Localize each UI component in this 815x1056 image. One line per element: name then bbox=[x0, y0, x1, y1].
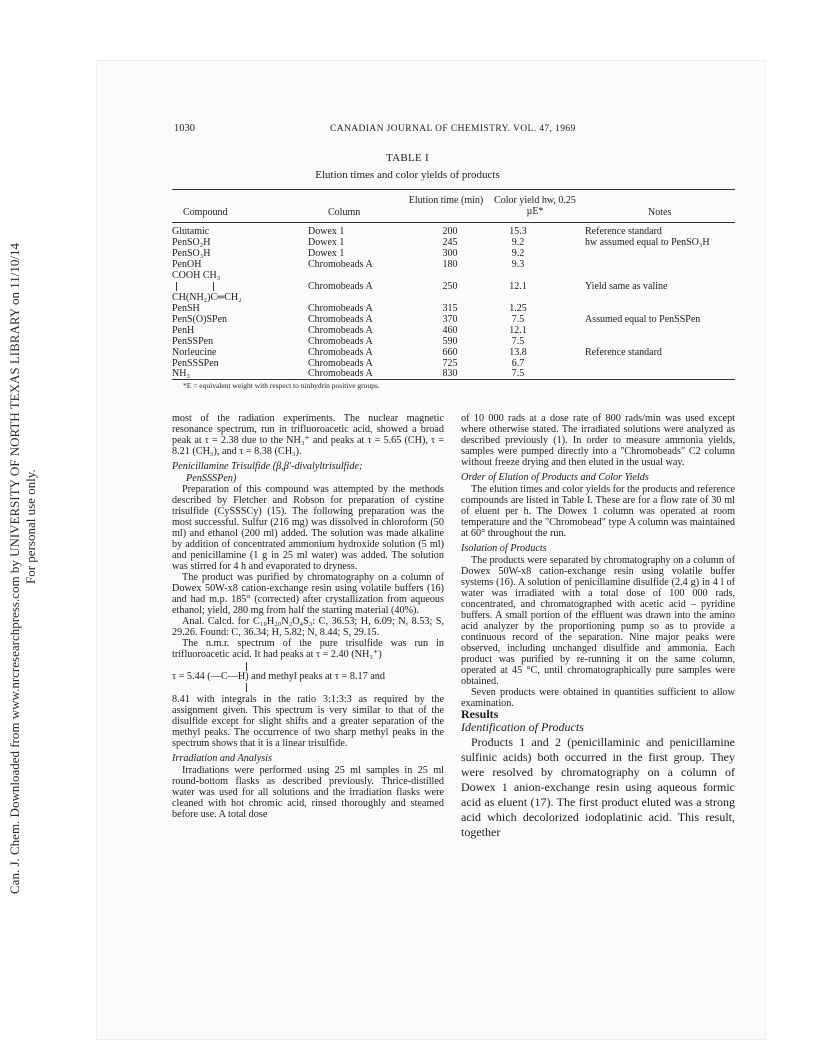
cell-compound: PenSO₃H bbox=[172, 248, 211, 259]
table-row bbox=[0, 281, 815, 292]
section-heading: Identification of Products bbox=[461, 720, 584, 734]
cell-color: 7.5 bbox=[511, 314, 525, 325]
table-top-rule bbox=[172, 189, 735, 190]
table-row bbox=[0, 248, 815, 259]
body-paragraph: 8.41 with integrals in the ratio 3:1:3:3 as required by the assignment given. This spectrum is very similar to that of the disulfide except for slight shifts and a greater separation of the methyl peaks. The occurrence of two sharp methyl peaks in the spectrum shows that it is a linear trisulfide. bbox=[172, 694, 444, 749]
body-paragraph: of 10 000 rads at a dose rate of 800 rads/min was used except where otherwise stated. The irradiated solutions were analyzed as described previously (1). In order to measure ammonia yields, samples were pumped directly into a "Chromobeads" C2 column without freeze drying and then eluted in the usual way. bbox=[461, 413, 735, 468]
formula-bond bbox=[246, 662, 247, 671]
section-heading: Irradiation and Analysis bbox=[172, 753, 272, 764]
body-paragraph: Seven products were obtained in quantities sufficient to allow examination. bbox=[461, 687, 735, 709]
left-column bbox=[172, 413, 444, 820]
cell-column: Chromobeads A bbox=[308, 368, 373, 379]
cell-compound: PenSSSPen bbox=[172, 358, 219, 369]
table-footnote: *E = equivalent weight with respect to ninhydrin positive groups. bbox=[183, 381, 380, 390]
personal-use-notice: For personal use only. bbox=[23, 469, 38, 584]
cell-color: 12.1 bbox=[509, 325, 527, 336]
cell-elution: 250 bbox=[442, 281, 458, 292]
cell-elution: 725 bbox=[442, 358, 458, 369]
cell-elution: 660 bbox=[442, 347, 458, 358]
table-label: TABLE I bbox=[385, 152, 430, 164]
running-head: CANADIAN JOURNAL OF CHEMISTRY. VOL. 47, 1969 bbox=[330, 124, 576, 134]
formula-bottom-line: CH(NH₂)C═CH₂ bbox=[172, 292, 242, 303]
cell-notes: Reference standard bbox=[585, 226, 662, 237]
table-row bbox=[0, 368, 815, 379]
cell-color: 1.25 bbox=[509, 303, 527, 314]
cell-compound: Norleucine bbox=[172, 347, 217, 358]
table-row bbox=[0, 347, 815, 358]
cell-column: Chromobeads A bbox=[308, 358, 373, 369]
table-header-rule bbox=[172, 222, 735, 223]
cell-notes: Reference standard bbox=[585, 347, 662, 358]
cell-column: Chromobeads A bbox=[308, 314, 373, 325]
cell-column: Dowex 1 bbox=[308, 237, 345, 248]
cell-color: 12.1 bbox=[509, 281, 527, 292]
cell-column: Dowex 1 bbox=[308, 248, 345, 259]
cell-elution: 460 bbox=[442, 325, 458, 336]
cell-elution: 315 bbox=[442, 303, 458, 314]
table-caption: Elution times and color yields of products bbox=[315, 169, 500, 181]
cell-notes: Yield same as valine bbox=[585, 281, 668, 292]
cell-column: Chromobeads A bbox=[308, 281, 373, 292]
cell-elution: 370 bbox=[442, 314, 458, 325]
cell-color: 7.5 bbox=[511, 336, 525, 347]
cell-color: 9.2 bbox=[511, 248, 525, 259]
section-heading: Order of Elution of Products and Color Yields bbox=[461, 472, 649, 483]
header-elution: Elution time (min) bbox=[408, 195, 484, 206]
cell-elution: 590 bbox=[442, 336, 458, 347]
cell-compound: PenSO₂H bbox=[172, 237, 211, 248]
cell-compound: PenOH bbox=[172, 259, 202, 270]
header-compound: Compound bbox=[183, 207, 228, 218]
cell-color: 6.7 bbox=[511, 358, 525, 369]
cell-column: Chromobeads A bbox=[308, 347, 373, 358]
cell-column: Dowex 1 bbox=[308, 226, 345, 237]
body-paragraph: most of the radiation experiments. The nuclear magnetic resonance spectrum, run in trifluoroacetic acid, showed a broad peak at τ = 2.38 due to the NH₃⁺ and peaks at τ = 5.65 (CH), τ = 8.21 (CH₃), and τ = 8.38 (CH₃). bbox=[172, 413, 444, 457]
section-heading: Isolation of Products bbox=[461, 543, 547, 554]
body-paragraph: Anal. Calcd. for C₁₀H₂₀N₂O₄S₃: C, 36.53; H, 6.09; N, 8.53; S, 29.26. Found: C, 36.34; H, 5.82; N, 8.44; S, 29.15. bbox=[172, 616, 444, 638]
table-row bbox=[0, 259, 815, 270]
cell-color: 7.5 bbox=[511, 368, 525, 379]
cell-elution: 245 bbox=[442, 237, 458, 248]
cell-elution: 200 bbox=[442, 226, 458, 237]
formula-top-line: COOH CH₃ bbox=[172, 270, 221, 281]
cell-compound: Glutamic bbox=[172, 226, 210, 237]
body-paragraph: Irradiations were performed using 25 ml samples in 25 ml round-bottom flasks as described previously. Thrice-distilled water was used for all solutions and the irradiation flasks were cleaned with hot chromic acid, rinsed thoroughly and steamed before use. A total dose bbox=[172, 765, 444, 820]
cell-column: Chromobeads A bbox=[308, 303, 373, 314]
cell-elution: 300 bbox=[442, 248, 458, 259]
cell-color: 9.3 bbox=[511, 259, 525, 270]
right-column bbox=[461, 413, 735, 840]
header-color-yield: Color yield hw, 0.25 µE* bbox=[494, 195, 576, 217]
table-row bbox=[0, 314, 815, 325]
formula-bond bbox=[246, 683, 247, 692]
cell-notes: Assumed equal to PenSSPen bbox=[585, 314, 701, 325]
header-notes: Notes bbox=[648, 207, 672, 218]
section-heading-continued: PenSSSPen) bbox=[186, 473, 237, 484]
table-row bbox=[0, 303, 815, 314]
body-paragraph: The product was purified by chromatography on a column of Dowex 50W-x8 cation-exchange resin using volatile buffers (16) and had m.p. 185° (corrected) after crystallization from aqueous ethanol; yield, 280 mg from half the starting material (40%). bbox=[172, 572, 444, 616]
cell-compound: PenSSPen bbox=[172, 336, 214, 347]
table-row bbox=[0, 226, 815, 237]
body-paragraph: The elution times and color yields for the products and reference compounds are listed in Table I. These are for a flow rate of 30 ml of eluent per h. The Dowex 1 column was operated at room temperature and the "Chromobead" type A column was maintained at 60° throughout the run. bbox=[461, 484, 735, 539]
cell-column: Chromobeads A bbox=[308, 336, 373, 347]
cell-color: 13.8 bbox=[509, 347, 527, 358]
table-row bbox=[0, 237, 815, 248]
cell-column: Chromobeads A bbox=[308, 325, 373, 336]
cell-notes: hw assumed equal to PenSO₃H bbox=[585, 237, 710, 248]
header-column: Column bbox=[328, 207, 361, 218]
nmr-formula-line bbox=[172, 660, 444, 682]
cell-compound: PenSH bbox=[172, 303, 200, 314]
table-row bbox=[0, 336, 815, 347]
results-heading: Results bbox=[461, 707, 499, 721]
body-paragraph: Preparation of this compound was attempted by the methods described by Fletcher and Robson for preparation of cystine trisulfide (CySSSCy) (15). The following preparation was the most successful. Sulfur (216 mg) was dissolved in chloroform (50 ml) and ethanol (200 ml) added. The solution was made alkaline by addition of concentrated ammonium hydroxide solution (5 ml) and penicillamine (1 g in 25 ml water) was added. The solution was stirred for 4 h and evaporated to dryness. bbox=[172, 484, 444, 572]
table-row bbox=[0, 325, 815, 336]
body-paragraph: The products were separated by chromatography on a column of Dowex 50W-x8 cation-exchange resin using volatile buffer systems (16). A solution of penicillamine disulfide (2.4 g) in 4 l of water was irradiated with a total dose of 100 000 rads, concentrated, and chromatographed with acetic acid – pyridine buffers. A small portion of the effluent was drawn into the amino acid analyzer by the proportioning pump so as to provide a continuous record of the separation. Nine major peaks were observed, including unchanged disulfide and ammonia. Each product was purified by re-running it on the same column, operated at 45 °C, until chromatographically pure samples were obtained. bbox=[461, 555, 735, 687]
cell-compound: PenS(O)SPen bbox=[172, 314, 228, 325]
body-paragraph: The n.m.r. spectrum of the pure trisulfide was run in trifluoroacetic acid. It had peaks at τ = 2.40 (NH₃⁺) bbox=[172, 638, 444, 660]
cell-compound: NH₃ bbox=[172, 368, 190, 379]
cell-compound: PenH bbox=[172, 325, 195, 336]
cell-elution: 830 bbox=[442, 368, 458, 379]
page-number: 1030 bbox=[174, 123, 195, 134]
body-line: τ = 5.44 (—C—H) and methyl peaks at τ = 8.17 and bbox=[172, 671, 385, 682]
cell-column: Chromobeads A bbox=[308, 259, 373, 270]
cell-color: 15.3 bbox=[509, 226, 527, 237]
formula-spacer bbox=[172, 682, 444, 694]
table-bottom-rule bbox=[172, 379, 735, 380]
body-paragraph: Products 1 and 2 (penicillaminic and penicillamine sulfinic acids) both occurred in the first group. They were resolved by chromatography on a column of Dowex 1 anion-exchange resin using aqueous formic acid as eluent (17). The first product eluted was a strong acid which decolorized iodoplatinic acid. This result, together bbox=[461, 735, 735, 839]
cell-elution: 180 bbox=[442, 259, 458, 270]
download-notice: Can. J. Chem. Downloaded from www.nrcresearchpress.com by UNIVERSITY OF NORTH TEXAS LIBRARY on 11/10/14 bbox=[7, 243, 22, 894]
cell-color: 9.2 bbox=[511, 237, 525, 248]
section-heading: Penicillamine Trisulfide (β,β′-divalyltrisulfide; bbox=[172, 461, 363, 472]
